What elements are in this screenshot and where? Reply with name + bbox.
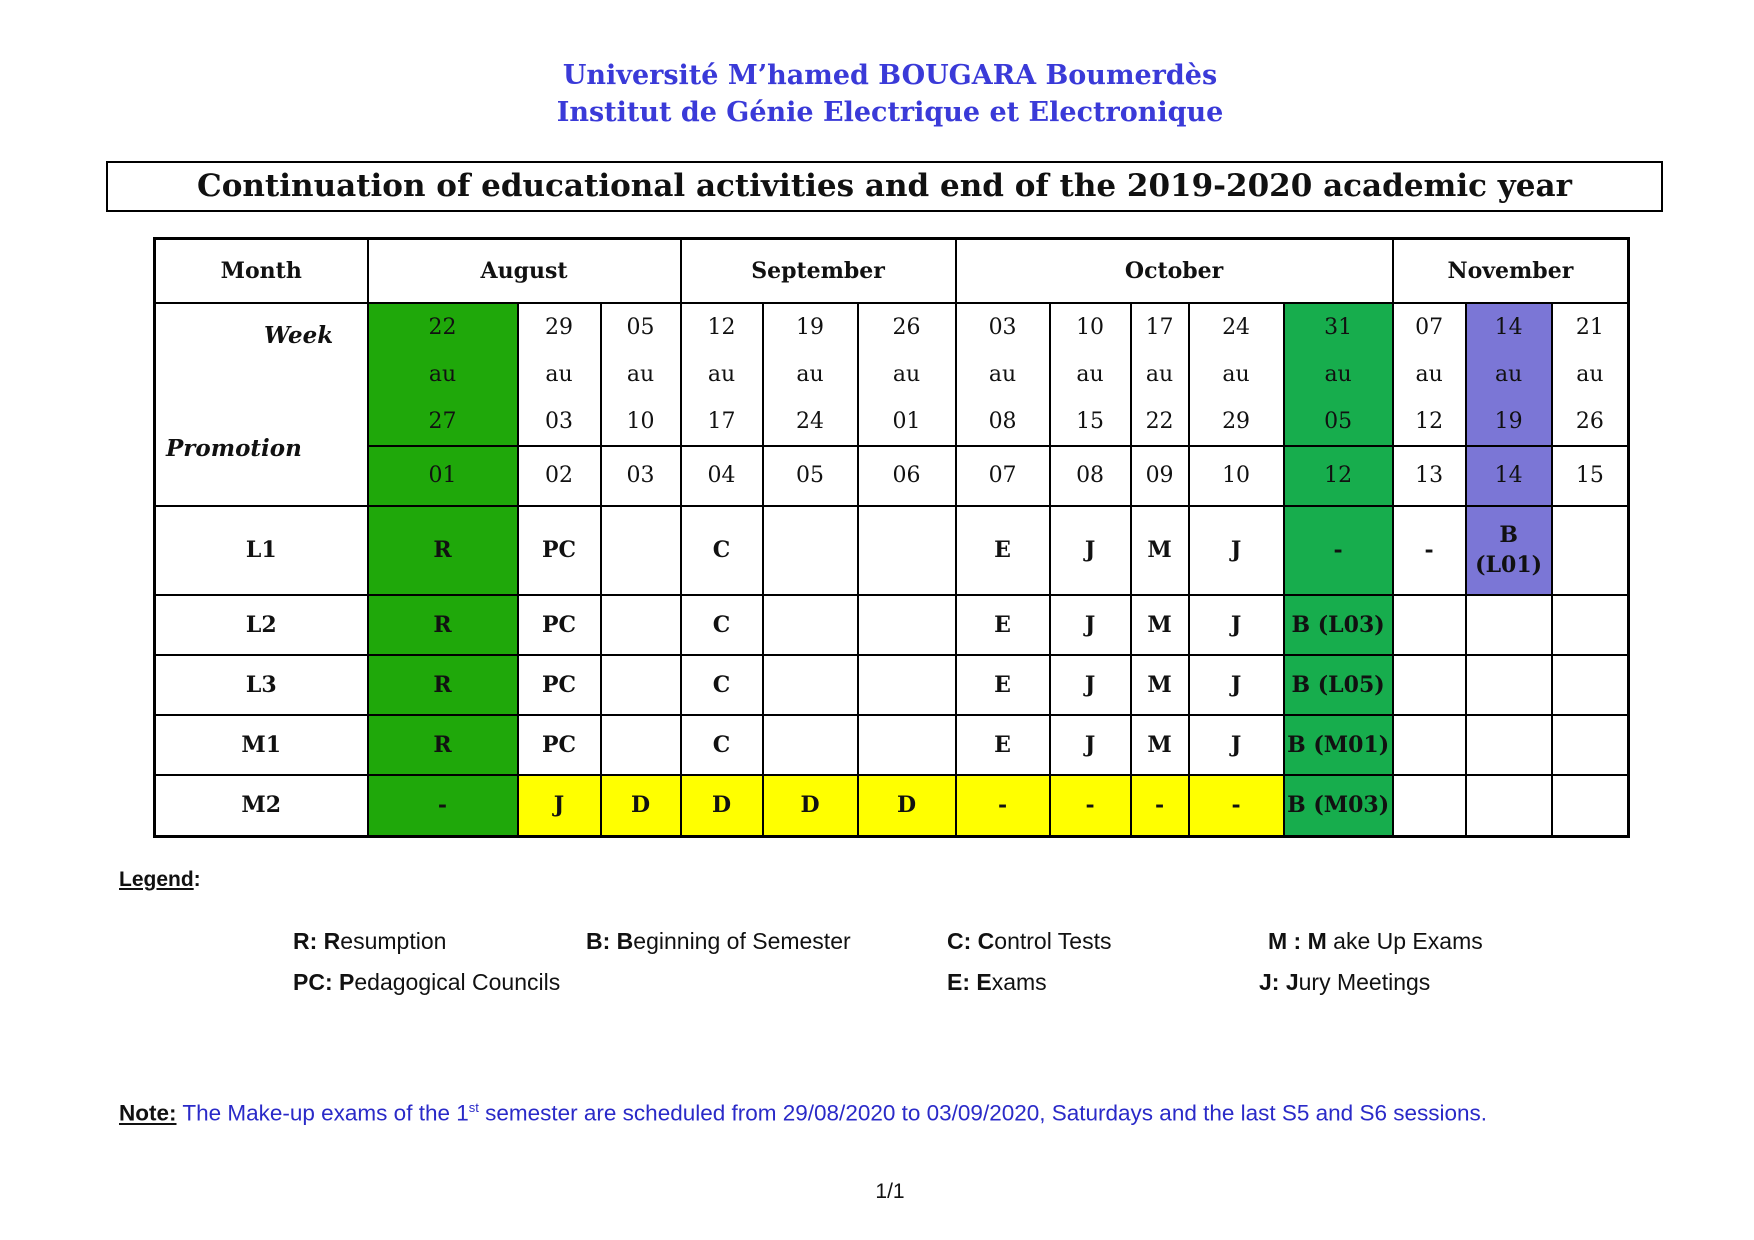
schedule-cell: J (518, 775, 601, 837)
week-to: 26 (1575, 408, 1604, 434)
week-from: 31 (1324, 314, 1353, 340)
schedule-cell (763, 506, 858, 595)
schedule-cell: J (1050, 715, 1131, 775)
table-row (155, 715, 1629, 775)
schedule-cell: PC (518, 715, 601, 775)
schedule-cell (601, 595, 681, 655)
week-to: 01 (892, 408, 921, 434)
schedule-cell (1393, 715, 1466, 775)
university-name: Université M’hamed BOUGARA Boumerdès (562, 60, 1218, 91)
table-row (155, 775, 1629, 837)
schedule-cell: C (681, 655, 763, 715)
week-number-cell: 04 (681, 446, 763, 506)
schedule-cell (858, 506, 956, 595)
schedule-cell (763, 715, 858, 775)
page-number: 1/1 (875, 1180, 905, 1203)
week-number-cell: 13 (1393, 446, 1466, 506)
document-title: Continuation of educational activities and end of the 2019-2020 academic year (106, 161, 1663, 212)
week-au: au (1222, 361, 1250, 387)
schedule-cell (1552, 655, 1629, 715)
schedule-cell (1393, 775, 1466, 837)
week-from: 07 (1415, 314, 1444, 340)
week-range-cell (681, 303, 763, 446)
schedule-cell: - (1284, 506, 1393, 595)
week-to: 10 (626, 408, 655, 434)
promotion-cell: L2 (155, 595, 368, 655)
schedule-cell: E (956, 506, 1050, 595)
month-header-cell: Month (155, 239, 368, 303)
schedule-cell: M (1131, 715, 1189, 775)
week-number-cell: 06 (858, 446, 956, 506)
schedule-cell: C (681, 715, 763, 775)
week-from: 03 (988, 314, 1017, 340)
week-from: 26 (892, 314, 921, 340)
week-au: au (1576, 361, 1604, 387)
promotion-cell: L1 (155, 506, 368, 595)
week-range-cell (1189, 303, 1284, 446)
schedule-cell: R (368, 506, 518, 595)
schedule-cell: B (L05) (1284, 655, 1393, 715)
legend-pedagogical-councils: PC: Pedagogical Councils (293, 969, 561, 995)
week-to: 22 (1145, 408, 1174, 434)
week-au: au (1415, 361, 1443, 387)
schedule-cell: E (956, 595, 1050, 655)
legend-jury-meetings: J: Jury Meetings (1259, 969, 1431, 995)
week-number-cell: 01 (368, 446, 518, 506)
schedule-cell (1552, 506, 1629, 595)
schedule-cell: C (681, 595, 763, 655)
schedule-cell: M (1131, 595, 1189, 655)
schedule-cell: R (368, 715, 518, 775)
week-to: 24 (796, 408, 825, 434)
schedule-cell: J (1189, 506, 1284, 595)
schedule-cell: C (681, 506, 763, 595)
week-number-cell: 08 (1050, 446, 1131, 506)
schedule-cell: - (1131, 775, 1189, 837)
week-number-cell: 05 (763, 446, 858, 506)
schedule-cell (1393, 655, 1466, 715)
schedule-cell: M (1131, 506, 1189, 595)
week-promotion-corner (155, 303, 368, 506)
schedule-cell (1466, 595, 1552, 655)
table-row (155, 655, 1629, 715)
schedule-cell: - (956, 775, 1050, 837)
week-au: au (796, 361, 824, 387)
week-to: 27 (428, 408, 457, 434)
promotion-label: Promotion (166, 434, 302, 462)
schedule-cell: J (1050, 595, 1131, 655)
week-range-cell (1466, 303, 1552, 446)
schedule-cell: E (956, 715, 1050, 775)
table-row (155, 506, 1629, 595)
schedule-cell (601, 506, 681, 595)
schedule-cell: E (956, 655, 1050, 715)
week-range-cell (518, 303, 601, 446)
month-november: November (1393, 239, 1629, 303)
schedule-cell (858, 655, 956, 715)
schedule-cell: R (368, 655, 518, 715)
promotion-cell: M1 (155, 715, 368, 775)
legend-control-tests: C: Control Tests (947, 928, 1112, 954)
schedule-cell: M (1131, 655, 1189, 715)
schedule-cell: B (L01) (1466, 506, 1552, 595)
week-au: au (1076, 361, 1104, 387)
week-from: 17 (1145, 314, 1174, 340)
schedule-cell: - (1189, 775, 1284, 837)
schedule-cell: PC (518, 595, 601, 655)
schedule-cell: J (1189, 655, 1284, 715)
schedule-cell: J (1050, 655, 1131, 715)
week-to: 19 (1494, 408, 1523, 434)
schedule-cell (601, 655, 681, 715)
week-range-cell (1131, 303, 1189, 446)
note: Note: The Make-up exams of the 1st semester are scheduled from 29/08/2020 to 03/09/2020, Saturdays and the last S5 and S6 sessions. (119, 1100, 1488, 1126)
week-from: 05 (626, 314, 655, 340)
week-range-cell (1284, 303, 1393, 446)
week-range-cell (858, 303, 956, 446)
schedule-cell: - (1393, 506, 1466, 595)
week-number-cell: 12 (1284, 446, 1393, 506)
week-au: au (1145, 361, 1174, 387)
week-number-cell: 10 (1189, 446, 1284, 506)
schedule-cell: D (858, 775, 956, 837)
week-number-cell: 02 (518, 446, 601, 506)
week-from: 19 (796, 314, 825, 340)
week-from: 12 (707, 314, 736, 340)
schedule-cell: B (M01) (1284, 715, 1393, 775)
legend-resumption: R: Resumption (293, 928, 447, 954)
week-number-cell: 09 (1131, 446, 1189, 506)
promotion-cell: L3 (155, 655, 368, 715)
week-range-cell (956, 303, 1050, 446)
legend-beginning-semester: B: Beginning of Semester (586, 928, 851, 954)
schedule-cell: - (368, 775, 518, 837)
schedule-cell (1552, 595, 1629, 655)
week-from: 29 (545, 314, 573, 340)
week-from: 10 (1076, 314, 1105, 340)
schedule-cell: PC (518, 506, 601, 595)
week-au: au (707, 361, 736, 387)
schedule-cell: - (1050, 775, 1131, 837)
week-au: au (428, 361, 457, 387)
legend-title: Legend: (119, 868, 201, 891)
week-number-cell: 03 (601, 446, 681, 506)
week-au: au (892, 361, 921, 387)
week-au: au (545, 361, 573, 387)
calendar-table (153, 237, 1630, 838)
week-au: au (1494, 361, 1523, 387)
week-au: au (626, 361, 655, 387)
week-range-cell (601, 303, 681, 446)
legend-make-up-exams: M : M ake Up Exams (1268, 928, 1483, 954)
schedule-cell: J (1050, 506, 1131, 595)
week-number-cell: 15 (1552, 446, 1629, 506)
table-row (155, 595, 1629, 655)
schedule-cell: D (763, 775, 858, 837)
week-to: 15 (1076, 408, 1105, 434)
week-label: Week (264, 321, 334, 349)
schedule-cell: R (368, 595, 518, 655)
schedule-cell: PC (518, 655, 601, 715)
week-to: 05 (1324, 408, 1353, 434)
week-number-cell: 07 (956, 446, 1050, 506)
week-range-cell (368, 303, 518, 446)
week-number-cell: 14 (1466, 446, 1552, 506)
week-to: 12 (1415, 408, 1444, 434)
schedule-cell (858, 595, 956, 655)
week-to: 17 (707, 408, 736, 434)
week-from: 22 (428, 314, 457, 340)
schedule-cell (763, 595, 858, 655)
week-to: 08 (988, 408, 1017, 434)
schedule-cell (1466, 715, 1552, 775)
schedule-cell: J (1189, 595, 1284, 655)
schedule-cell: D (601, 775, 681, 837)
institute-name: Institut de Génie Electrique et Electronique (556, 97, 1224, 128)
week-range-cell (1050, 303, 1131, 446)
week-range-cell (763, 303, 858, 446)
schedule-cell (1552, 775, 1629, 837)
schedule-cell (1393, 595, 1466, 655)
schedule-cell: D (681, 775, 763, 837)
promotion-cell: M2 (155, 775, 368, 837)
schedule-cell: J (1189, 715, 1284, 775)
schedule-cell (1466, 655, 1552, 715)
week-range-cell (1552, 303, 1629, 446)
month-august: August (368, 239, 681, 303)
schedule-cell: B (M03) (1284, 775, 1393, 837)
week-au: au (988, 361, 1017, 387)
week-from: 21 (1575, 314, 1604, 340)
month-october: October (956, 239, 1393, 303)
week-range-cell (1393, 303, 1466, 446)
schedule-cell: B (L03) (1284, 595, 1393, 655)
legend-exams: E: Exams (947, 969, 1047, 995)
week-au: au (1324, 361, 1352, 387)
schedule-cell (1552, 715, 1629, 775)
schedule-cell (601, 715, 681, 775)
schedule-cell (858, 715, 956, 775)
week-to: 03 (545, 408, 573, 434)
week-from: 24 (1222, 314, 1251, 340)
week-to: 29 (1222, 408, 1251, 434)
month-september: September (681, 239, 956, 303)
schedule-cell (1466, 775, 1552, 837)
schedule-cell (763, 655, 858, 715)
week-from: 14 (1494, 314, 1523, 340)
